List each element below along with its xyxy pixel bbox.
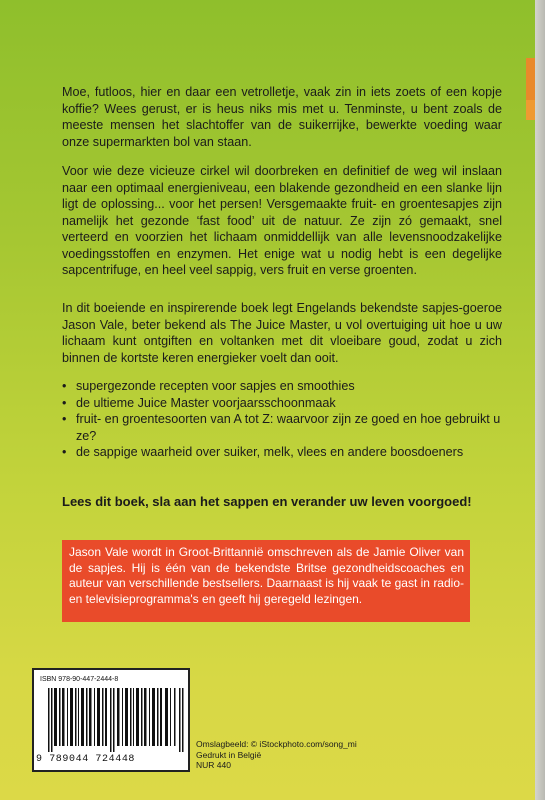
blurb-paragraph-2: Voor wie deze vicieuze cirkel wil doorbreken en definitief de weg wil inslaan naar een optimaal energieniveau, een blakende gezondheid en een slanke lijn ligt de oplossing... voor het persen! Versgemaakte fruit- en groentesapjes zijn namelijk het gezonde ‘fast food’ uit de natuur. Ze zijn zó gemaakt, snel verteerd en voorzien het lichaam onmiddellijk van alle levensnoodzakelijke voedingsstoffen en enzymen. Het enige wat u nodig hebt is een degelijke sapcentrifuge, en heel veel sappig, vers fruit en verse groenten.: [62, 164, 502, 277]
spine-accent: [526, 58, 535, 100]
bullet-icon: •: [62, 412, 67, 426]
list-item: • supergezonde recepten voor sapjes en smoothies: [62, 379, 355, 393]
bullet-icon: •: [62, 379, 67, 393]
closing-tagline: Lees dit boek, sla aan het sappen en verander uw leven voorgoed!: [62, 494, 472, 509]
list-item: • fruit- en groentesoorten van A tot Z: waarvoor zijn ze goed en hoe gebruikt u ze?: [62, 412, 501, 443]
cover-image-credit: Omslagbeeld: © iStockphoto.com/song_mi: [196, 739, 357, 749]
nur-code: NUR 440: [196, 760, 231, 770]
blurb-paragraph-1: Moe, futloos, hier en daar een vetrolletje, vaak zin in iets zoets of een kopje koffie? Wees gerust, er is heus niks mis met u. Tenminste, u bent zoals de meeste mensen het slachtoffer van de suikerrijke, bewerkte voeding waar onze supermarkten bol van staan.: [62, 85, 502, 149]
credits-block: [196, 739, 357, 771]
page-edge: [535, 0, 545, 800]
barcode-digits: 9 789044 724448: [36, 754, 136, 765]
blurb-paragraph-3: In dit boeiende en inspirerende boek legt Engelands bekendste sapjes-goeroe Jason Vale, beter bekend als The Juice Master, u vol overtuiging uit hoe u uw lichaam kunt ontgiften en voltanken met dit vloeibare goud, zodat u zich binnen de kortste keren energieker voelt dan ooit.: [62, 301, 502, 365]
printed-in: Gedrukt in België: [196, 749, 262, 760]
feature-list: [62, 378, 502, 461]
bullet-icon: •: [62, 395, 67, 410]
author-bio-box: Jason Vale wordt in Groot-Brittannië omschreven als de Jamie Oliver van de sapjes. Hij is één van de bekendste Britse gezondheidscoaches en auteur van verschillende bestsellers. Daarnaast is hij vaak te gast in radio- en televisieprogramma's en geeft hij geregeld lezingen.: [62, 540, 470, 622]
barcode-icon: [48, 688, 184, 752]
list-item: • de sappige waarheid over suiker, melk, vlees en andere boosdoeners: [62, 445, 464, 459]
barcode-panel: [32, 668, 190, 772]
list-item: • de ultieme Juice Master voorjaarsschoonmaak: [62, 395, 336, 410]
bullet-icon: •: [62, 445, 67, 459]
isbn-label: ISBN 978-90-447-2444-8: [40, 676, 119, 683]
spine-accent-lower: [526, 100, 535, 120]
